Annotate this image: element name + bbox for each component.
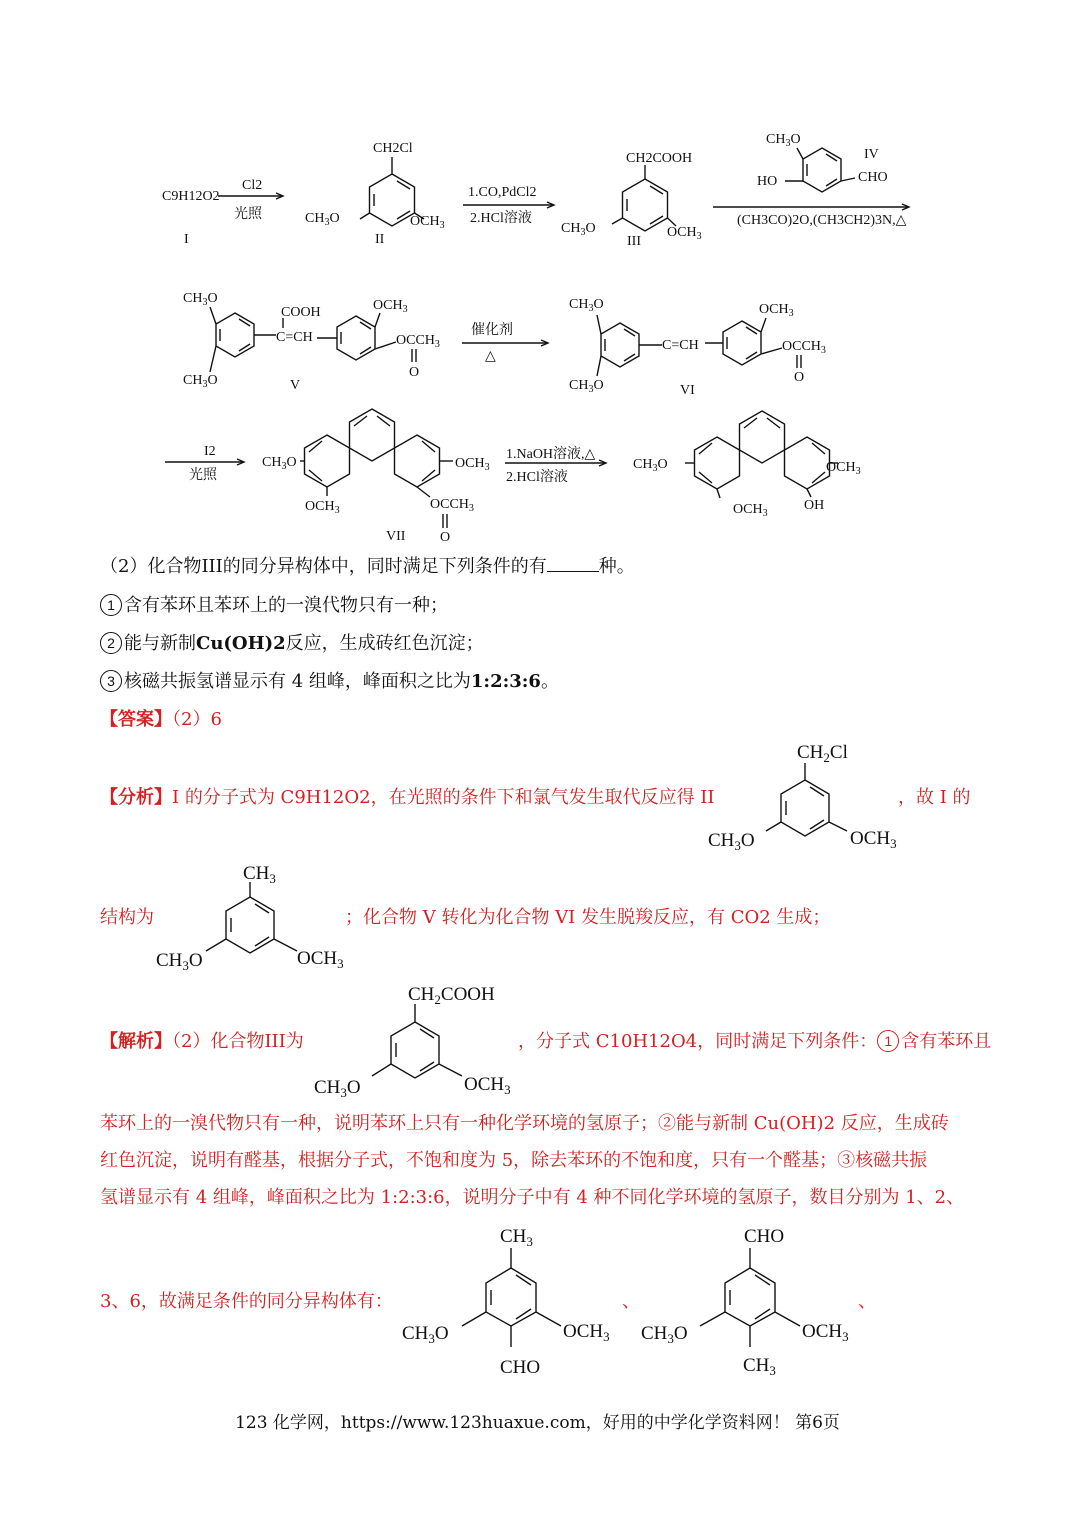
svg-text:CH3O: $CH_3O$ [262,455,297,472]
arrow1-reagent: Cl2 [242,178,263,193]
svg-text:OCH3: $OCH_3$ [373,298,408,315]
svg-text:OCH3: $OCH_3$ [297,948,344,971]
answer-blank [547,555,599,572]
arrow4-catalyst: 催化剂 [471,323,513,338]
label-VII: VII [386,529,406,544]
arrow6-reagent: 1.NaOH溶液,△ [506,447,596,462]
analysis-line-2b: ；化合物 V 转化为化合物 VI 发生脱羧反应，有 CO2 生成； [345,907,831,928]
arrow2-reagent: 1.CO,PdCl2 [468,185,537,200]
svg-text:OCH3: $OCH_3$ [563,1321,610,1344]
svg-text:OCH3: $OCH_3$ [464,1074,511,1097]
svg-text:OCH3: $OCH_3$ [410,214,445,231]
svg-text:CH3: $CH_3$ [500,1226,533,1249]
arrow2-condition: 2.HCl溶液 [470,211,532,226]
compound-I-formula: C9H12O2 [162,189,220,204]
svg-text:OCH3: $OCH_3$ [733,502,768,519]
svg-text:OCH3: $OCH_3$ [826,460,861,477]
svg-text:CH3: $CH_3$ [743,1355,776,1378]
svg-text:OCH3: $OCH_3$ [850,828,897,851]
arrow5-condition: 光照 [189,468,217,483]
condition-number: 1 [877,1030,899,1052]
svg-text:CH2Cl: $CH_2Cl$ [797,742,848,765]
svg-text:CH3O: $CH_3O$ [633,457,668,474]
condition-2: 2 能与新制Cu(OH)2反应，生成砖红色沉淀； [100,632,484,656]
label-V: V [290,378,301,393]
svg-text:CH3O: $CH_3O$ [641,1323,688,1346]
condition-number: 3 [100,670,122,692]
svg-text:OH: OH [804,498,825,513]
analysis-line-1: 【分析】I 的分子式为 C9H12O2，在光照的条件下和氯气发生取代反应得 II [100,787,715,808]
svg-text:OCCH3: $OCCH_3$ [396,333,440,350]
svg-text:CH3O: $CH_3O$ [569,378,604,395]
svg-text:CH2COOH: $CH_2COOH$ [408,984,495,1007]
svg-text:CHO: CHO [744,1226,785,1247]
svg-text:OCH3: $OCH_3$ [802,1321,849,1344]
svg-text:O: O [409,365,420,380]
question-stem: （2）化合物III的同分异构体中，同时满足下列条件的有 种。 [100,556,635,577]
svg-text:OCCH3: $OCCH_3$ [782,339,826,356]
cu-oh-2: Cu(OH)2 [196,633,286,654]
svg-text:OCH3: $OCH_3$ [759,302,794,319]
condition-number: 2 [100,632,122,654]
svg-text:CH3O: $CH_3O$ [314,1077,361,1100]
svg-text:CH3O: $CH_3O$ [156,950,203,973]
svg-text:OCH3: $OCH_3$ [305,499,340,516]
arrow5-reagent: I2 [204,444,216,459]
label-VI: VI [680,383,695,398]
solution-line-1b: ，分子式 C10H12O4，同时满足下列条件： 1 含有苯环且 [518,1031,992,1052]
svg-text:CH3O: $CH_3O$ [708,830,755,853]
svg-text:OCCH3: $OCCH_3$ [430,497,474,514]
label-III: III [627,234,641,249]
svg-text:OCH3: $OCH_3$ [667,225,702,242]
svg-text:CH3O: $CH_3O$ [561,221,596,238]
isomer-separator-2: 、 [858,1291,876,1312]
label-IV: IV [864,147,879,162]
page-footer: 123 化学网，https://www.123huaxue.com，好用的中学化学资料网！ 第6页 [235,1413,840,1433]
condition-number: 1 [100,594,122,616]
label-I: I [184,232,189,247]
condition-3: 3 核磁共振氢谱显示有 4 组峰，峰面积之比为1:2:3:6。 [100,670,559,694]
svg-text:CH3O: $CH_3O$ [569,297,604,314]
svg-text:CHO: CHO [858,170,888,185]
svg-text:OCH3: $OCH_3$ [455,456,490,473]
II-substituent: CH2Cl [373,141,413,156]
svg-text:CH3O: $CH_3O$ [183,291,218,308]
solution-line-2: 苯环上的一溴代物只有一种，说明苯环上只有一种化学环境的氢原子；②能与新制 Cu(OH)2 反应，生成砖 [100,1113,949,1134]
svg-text:O: O [794,370,805,385]
arrow1-condition: 光照 [234,207,262,222]
svg-text:COOH: COOH [281,305,321,320]
analysis-line-2a: 结构为 [100,907,154,928]
III-substituent: CH2COOH [626,151,693,166]
svg-text:O: O [440,530,451,545]
svg-text:CHO: CHO [500,1357,541,1378]
arrow4-heat: △ [485,349,496,364]
svg-text:C=CH: C=CH [276,330,313,345]
svg-text:HO: HO [757,174,778,189]
condition-1: 1 含有苯环且苯环上的一溴代物只有一种； [100,594,448,618]
svg-text:CH3: $CH_3$ [243,863,276,886]
arrow3-condition: (CH3CO)2O,(CH3CH2)3N,△ [737,213,907,228]
solution-line-1: 【解析】（2）化合物III为 [100,1031,304,1052]
answer-line: 【答案】（2）6 [100,709,222,730]
svg-text:CH3O: $CH_3O$ [402,1323,449,1346]
arrow6-condition: 2.HCl溶液 [506,470,568,485]
isomer-separator-1: 、 [622,1291,640,1312]
solution-line-4: 氢谱显示有 4 组峰，峰面积之比为 1:2:3:6，说明分子中有 4 种不同化学环境的氢原子，数目分别为 1、2、 [100,1187,965,1208]
solution-line-5: 3、6，故满足条件的同分异构体有： [100,1291,393,1312]
svg-text:CH3O: $CH_3O$ [305,211,340,228]
svg-text:CH3O: $CH_3O$ [766,132,801,149]
solution-line-3: 红色沉淀，说明有醛基，根据分子式，不饱和度为 5，除去苯环的不饱和度，只有一个醛基；③核磁共振 [100,1150,928,1171]
svg-text:CH3O: $CH_3O$ [183,373,218,390]
svg-text:C=CH: C=CH [662,338,699,353]
label-II: II [375,232,385,247]
analysis-line-1b: ，故 I 的 [898,787,971,808]
